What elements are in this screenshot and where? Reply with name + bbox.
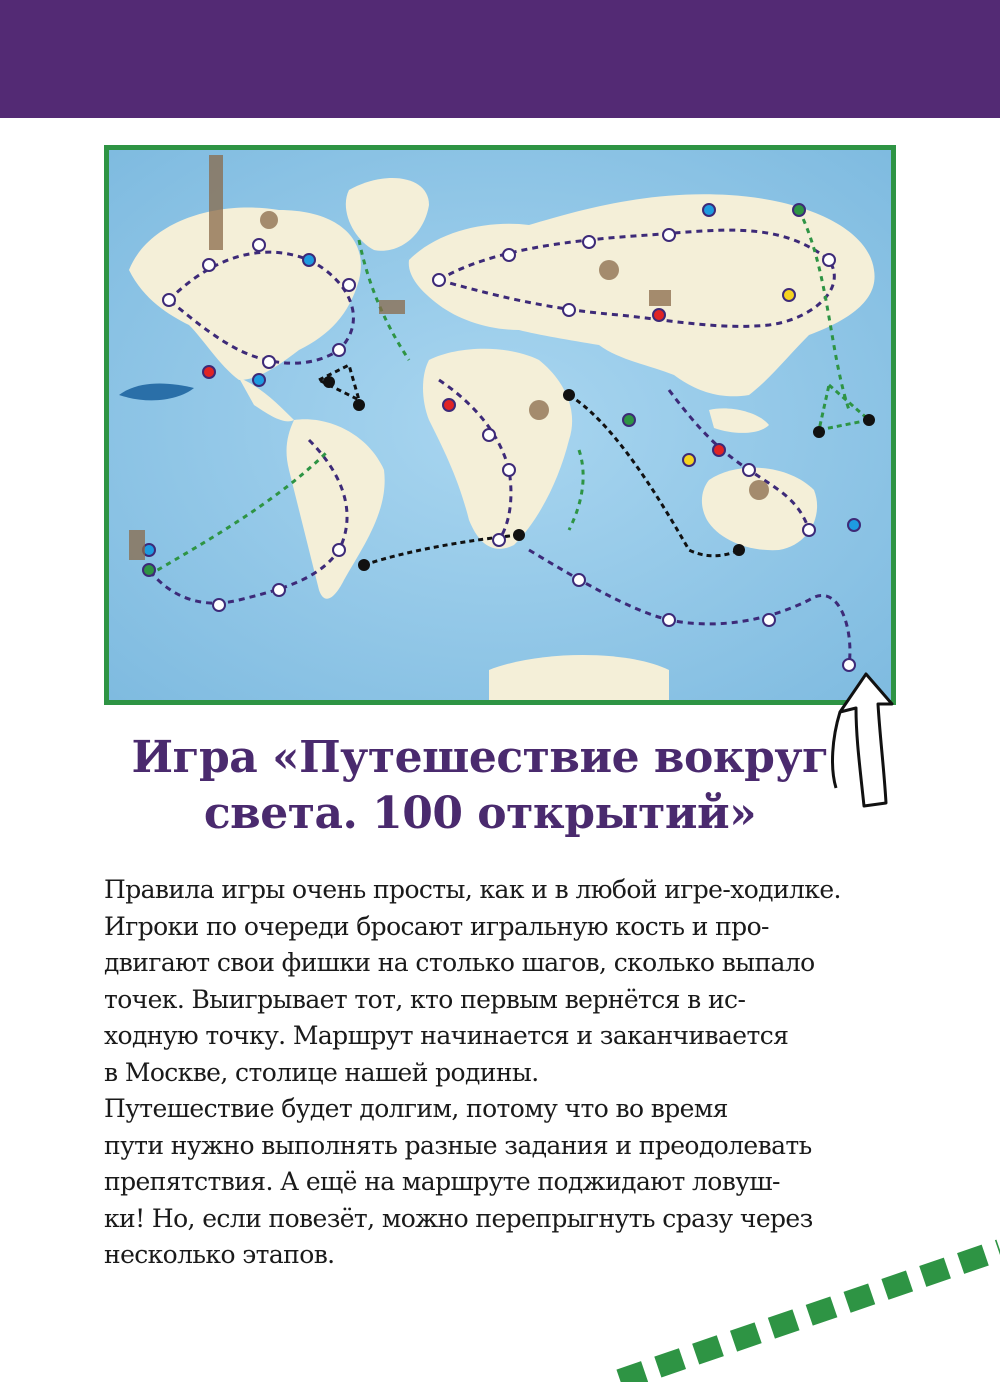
body-line: ки! Но, если повезёт, можно перепрыгнуть сразу через (104, 1203, 813, 1233)
title-line-2: света. 100 открытий» (203, 788, 757, 839)
body-line: препятствия. А ещё на маршруте поджидают ловуш- (104, 1167, 780, 1196)
body-line: двигают свои фишки на столько шагов, сколько выпало (104, 948, 815, 977)
page-title (120, 730, 840, 842)
world-map-icon (109, 150, 891, 700)
body-line: Правила игры очень просты, как и в любой игре-ходилке. (104, 875, 841, 904)
body-line: несколько этапов. (104, 1240, 335, 1269)
top-purple-band (0, 0, 1000, 118)
body-line: Игроки по очереди бросают игральную кость и про- (104, 911, 769, 941)
body-line: в Москве, столице нашей родины. (104, 1057, 539, 1087)
title-line-1: Игра «Путешествие вокруг (131, 732, 829, 783)
green-dashed-trail (600, 1220, 1000, 1382)
body-line: ходную точку. Маршрут начинается и заканчивается (104, 1021, 789, 1050)
body-line: пути нужно выполнять разные задания и преодолевать (104, 1130, 812, 1160)
body-line: точек. Выигрывает тот, кто первым вернётся в ис- (104, 984, 746, 1014)
world-map-game-board (104, 145, 896, 705)
rules-paragraph (104, 872, 904, 1274)
body-line: Путешествие будет долгим, потому что во время (104, 1094, 728, 1123)
